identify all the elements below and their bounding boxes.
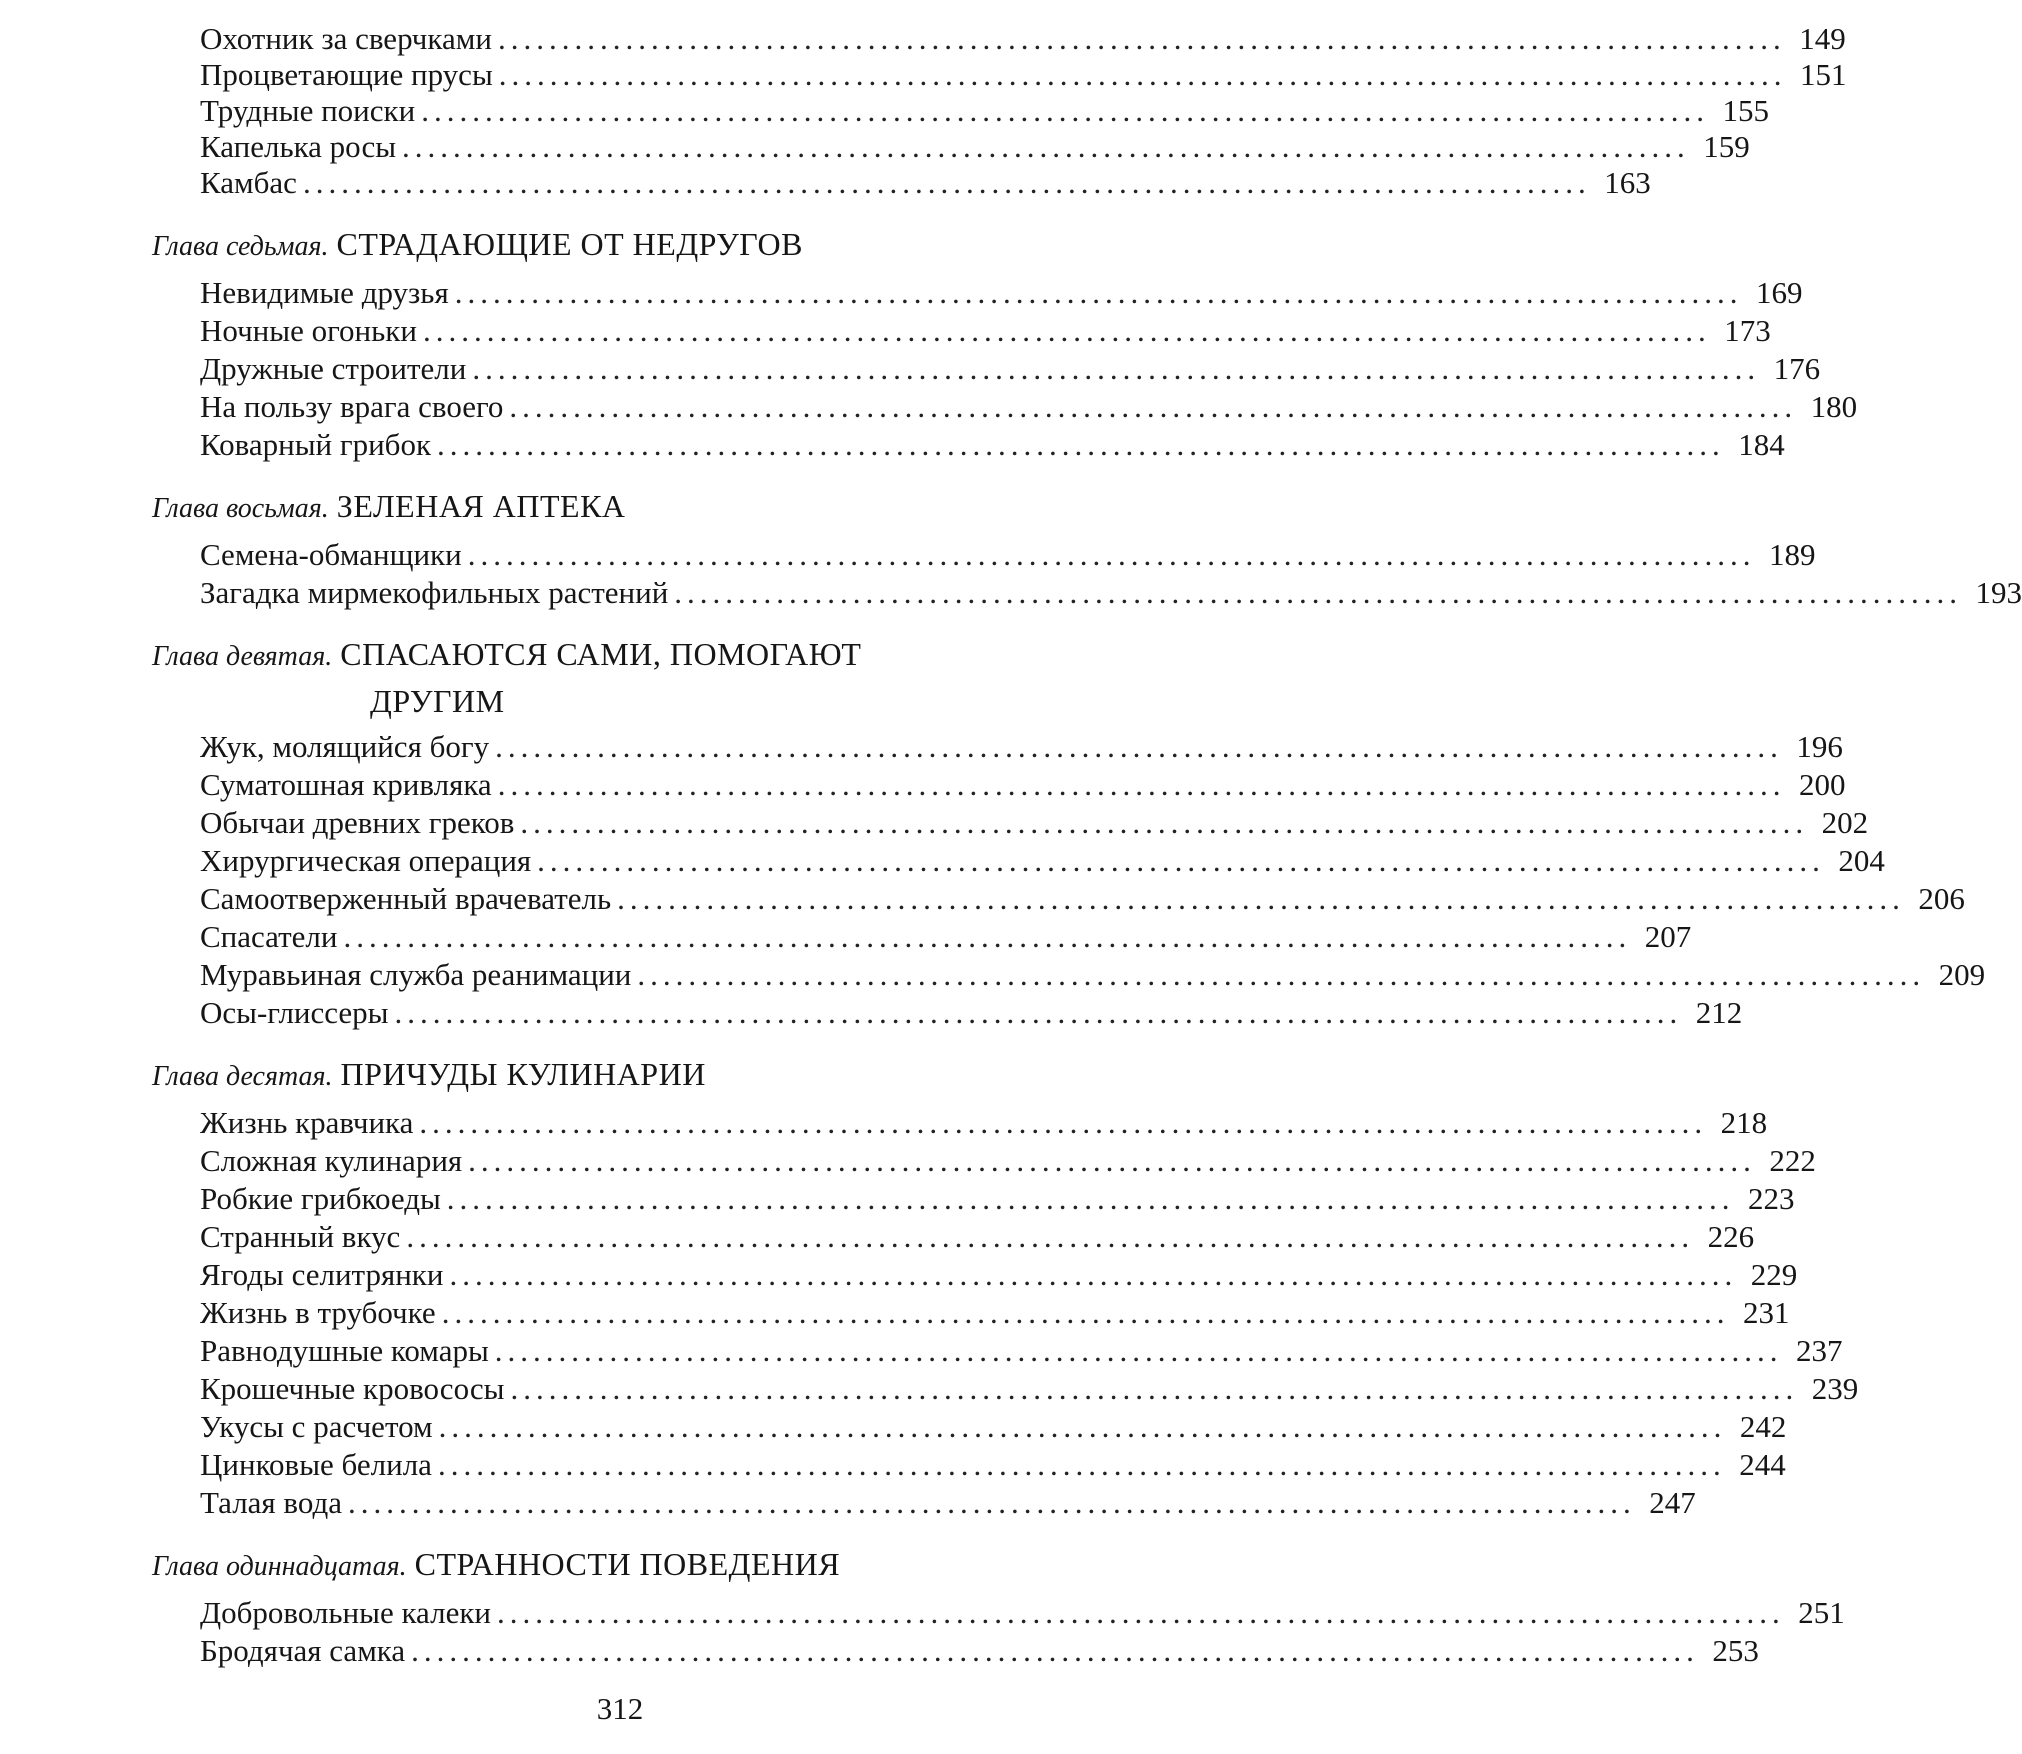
entry-title: Коварный грибок (200, 427, 432, 462)
entry-title: Процветающие прусы (200, 57, 493, 92)
entry-title: Хирургическая операция (200, 843, 532, 878)
toc-entry[interactable] (200, 804, 1869, 842)
entry-page-number: 242 (1739, 1409, 1787, 1444)
entry-title: Странный вкус (200, 1219, 401, 1254)
entry-page-number: 193 (1975, 575, 2022, 610)
chapter-label: Глава восьмая. (152, 493, 329, 524)
entry-title: Укусы с расчетом (200, 1409, 433, 1444)
dot-leader: ..................................................................................................... (437, 427, 1725, 462)
entry-title: Самоотверженный врачеватель (200, 881, 612, 916)
entry-page-number: 206 (1918, 881, 1965, 916)
entry-page-number: 207 (1644, 919, 1692, 954)
chapter-label: Глава одиннадцатая. (152, 1551, 407, 1582)
chapter-label: Глава седьмая. (152, 231, 329, 262)
toc-entry[interactable] (200, 574, 2022, 612)
entry-title: На пользу врага своего (200, 389, 504, 424)
chapter-title: ЗЕЛЕНАЯ АПТЕКА (336, 488, 626, 524)
toc-entry[interactable] (200, 426, 1785, 464)
toc-entry[interactable] (200, 956, 1986, 994)
entry-page-number: 204 (1838, 843, 1885, 878)
entry-title: Талая вода (200, 1485, 342, 1520)
toc-entry[interactable] (200, 994, 1743, 1032)
dot-leader: ..................................................................................................... (497, 767, 1786, 802)
dot-leader: ..................................................................................................... (402, 129, 1690, 164)
entry-page-number: 173 (1724, 313, 1771, 348)
toc-entry[interactable] (200, 274, 1803, 312)
toc-entry[interactable] (200, 918, 1692, 956)
dot-leader: ..................................................................................................... (509, 389, 1798, 424)
toc-entry[interactable] (200, 1256, 1798, 1294)
toc-entry[interactable] (200, 164, 1651, 202)
entry-page-number: 226 (1707, 1219, 1755, 1254)
chapter-heading[interactable] (152, 484, 1052, 531)
entry-title: Спасатели (200, 919, 338, 954)
dot-leader: ..................................................................................................... (406, 1219, 1695, 1254)
entry-page-number: 202 (1821, 805, 1869, 840)
entry-page-number: 196 (1796, 729, 1843, 764)
entry-page-number: 239 (1811, 1371, 1859, 1406)
toc-entry[interactable] (200, 20, 1846, 58)
toc-entry[interactable] (200, 1104, 1768, 1142)
dot-leader: ..................................................................................................... (468, 1143, 1756, 1178)
entry-page-number: 151 (1800, 57, 1847, 92)
chapter-title: СТРАННОСТИ ПОВЕДЕНИЯ (414, 1546, 841, 1582)
dot-leader: ..................................................................................................... (637, 957, 1926, 992)
chapter-heading[interactable] (152, 1052, 1052, 1099)
entry-title: Загадка мирмекофильных растений (200, 575, 669, 610)
dot-leader: ..................................................................................................... (472, 351, 1761, 386)
entry-title: Цинковые белила (200, 1447, 432, 1482)
entry-title: Жизнь в трубочке (200, 1295, 436, 1330)
entry-page-number: 223 (1748, 1181, 1795, 1216)
toc-entry[interactable] (200, 1484, 1696, 1522)
toc-entry[interactable] (200, 1218, 1755, 1256)
toc-entry[interactable] (200, 766, 1846, 804)
chapter-title: СТРАДАЮЩИЕ ОТ НЕДРУГОВ (336, 226, 803, 262)
toc-entry[interactable] (200, 312, 1771, 350)
dot-leader: ..................................................................................................... (520, 805, 1809, 840)
entry-page-number: 155 (1722, 93, 1769, 128)
entry-title: Добровольные калеки (200, 1595, 491, 1630)
page-number: 312 (596, 1691, 644, 1726)
dot-leader: ..................................................................................................... (510, 1371, 1799, 1406)
dot-leader: ..................................................................................................... (394, 995, 1683, 1030)
entry-title: Муравьиная служба реанимации (200, 957, 632, 992)
dot-leader: ..................................................................................................... (421, 93, 1709, 128)
dot-leader: ..................................................................................................... (537, 843, 1825, 878)
entry-page-number: 163 (1604, 165, 1651, 200)
dot-leader: ..................................................................................................... (446, 1181, 1735, 1216)
entry-title: Осы-глиссеры (200, 995, 389, 1030)
toc-entry[interactable] (200, 56, 1847, 94)
entry-title: Дружные строители (200, 351, 467, 386)
entry-page-number: 209 (1938, 957, 1986, 992)
chapter-label: Глава десятая. (152, 1061, 333, 1092)
dot-leader: ..................................................................................................... (498, 57, 1787, 92)
entry-title: Равнодушные комары (200, 1333, 489, 1368)
dot-leader: ..................................................................................................... (441, 1295, 1730, 1330)
dot-leader: ..................................................................................................... (494, 1333, 1783, 1368)
toc-entry[interactable] (200, 388, 1858, 426)
entry-title: Трудные поиски (200, 93, 416, 128)
dot-leader: ..................................................................................................... (495, 729, 1783, 764)
entry-title: Семена-обманщики (200, 537, 462, 572)
toc-entry[interactable] (200, 1594, 1845, 1632)
entry-page-number: 176 (1773, 351, 1821, 386)
entry-title: Робкие грибкоеды (200, 1181, 441, 1216)
toc-entry[interactable] (200, 92, 1769, 130)
toc-entry[interactable] (200, 1294, 1790, 1332)
entry-page-number: 189 (1768, 537, 1816, 572)
toc-entry[interactable] (200, 536, 1816, 574)
entry-title: Капелька росы (200, 129, 397, 164)
entry-page-number: 200 (1798, 767, 1846, 802)
toc-entry[interactable] (200, 728, 1843, 766)
entry-title: Суматошная кривляка (200, 767, 492, 802)
dot-leader: ..................................................................................................... (348, 1485, 1636, 1520)
chapter-heading[interactable] (152, 632, 1052, 723)
chapter-title: СПАСАЮТСЯ САМИ, ПОМОГАЮТ (340, 636, 862, 672)
entry-page-number: 212 (1695, 995, 1743, 1030)
entry-page-number: 180 (1810, 389, 1858, 424)
toc-entry[interactable] (200, 842, 1885, 880)
entry-title: Ночные огоньки (200, 313, 417, 348)
toc-entry[interactable] (200, 1370, 1859, 1408)
chapter-label: Глава девятая. (152, 641, 333, 672)
entry-page-number: 253 (1712, 1633, 1759, 1668)
entry-page-number: 247 (1649, 1485, 1696, 1520)
toc-entry[interactable] (200, 1142, 1816, 1180)
chapter-title: ПРИЧУДЫ КУЛИНАРИИ (340, 1056, 706, 1092)
toc-entry[interactable] (200, 1632, 1759, 1670)
entry-page-number: 229 (1750, 1257, 1798, 1292)
entry-title: Жизнь кравчика (200, 1105, 414, 1140)
entry-title: Крошечные кровососы (200, 1371, 505, 1406)
chapter-title-continuation: ДРУГИМ (370, 683, 505, 719)
entry-title: Сложная кулинария (200, 1143, 463, 1178)
entry-page-number: 222 (1769, 1143, 1816, 1178)
dot-leader: ..................................................................................................... (497, 21, 1786, 56)
entry-title: Жук, молящийся богу (200, 729, 490, 764)
dot-leader: ..................................................................................................... (467, 537, 1756, 572)
entry-title: Охотник за сверчками (200, 21, 492, 56)
entry-title: Обычаи древних греков (200, 805, 515, 840)
dot-leader: ..................................................................................................... (496, 1595, 1785, 1630)
entry-title: Бродячая самка (200, 1633, 406, 1668)
toc-entry[interactable] (200, 350, 1821, 388)
entry-page-number: 244 (1739, 1447, 1786, 1482)
dot-leader: ..................................................................................................... (454, 275, 1743, 310)
chapter-heading[interactable] (152, 1542, 1052, 1589)
dot-leader: ..................................................................................................... (343, 919, 1632, 954)
entry-title: Невидимые друзья (200, 275, 449, 310)
entry-page-number: 149 (1799, 21, 1846, 56)
toc-entry[interactable] (200, 880, 1965, 918)
dot-leader: ..................................................................................................... (419, 1105, 1708, 1140)
toc-entry[interactable] (200, 128, 1750, 166)
entry-page-number: 159 (1703, 129, 1750, 164)
entry-page-number: 169 (1755, 275, 1803, 310)
dot-leader: ..................................................................................................... (422, 313, 1711, 348)
entry-page-number: 184 (1738, 427, 1785, 462)
dot-leader: ..................................................................................................... (411, 1633, 1699, 1668)
entry-page-number: 251 (1798, 1595, 1845, 1630)
entry-page-number: 237 (1796, 1333, 1843, 1368)
toc-entry[interactable] (200, 1446, 1786, 1484)
dot-leader: ..................................................................................................... (617, 881, 1905, 916)
dot-leader: ..................................................................................................... (438, 1409, 1727, 1444)
entry-title: Камбас (200, 165, 297, 200)
chapter-heading[interactable] (152, 222, 1052, 269)
entry-page-number: 218 (1720, 1105, 1768, 1140)
toc-entry[interactable] (200, 1408, 1787, 1446)
dot-leader: ..................................................................................................... (449, 1257, 1738, 1292)
entry-page-number: 231 (1742, 1295, 1790, 1330)
toc-entry[interactable] (200, 1180, 1795, 1218)
entry-title: Ягоды селитрянки (200, 1257, 444, 1292)
toc-entry[interactable] (200, 1332, 1843, 1370)
dot-leader: ..................................................................................................... (674, 575, 1963, 610)
dot-leader: ..................................................................................................... (302, 165, 1591, 200)
dot-leader: ..................................................................................................... (437, 1447, 1726, 1482)
